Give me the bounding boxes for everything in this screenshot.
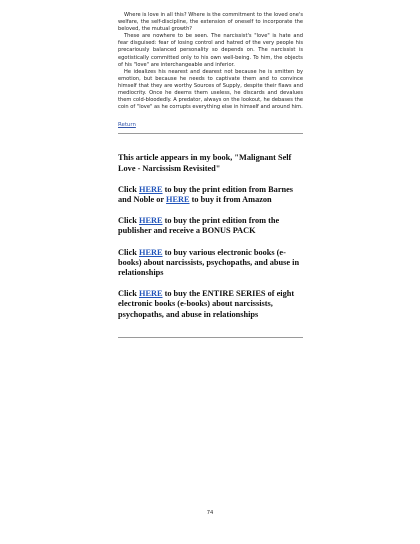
- publisher-promo: Click HERE to buy the print edition from the publisher and receive a BONUS PACK: [118, 216, 280, 236]
- page-number: 74: [206, 510, 214, 516]
- publisher-link[interactable]: HERE: [138, 216, 163, 226]
- series-link[interactable]: HERE: [138, 289, 163, 299]
- divider-bottom: [118, 337, 303, 338]
- paragraph-1: Where is love in all this? Where is the commitment to the loved one's welfare, the self-discipline, the extension of oneself to incorporate the beloved, the mutual growth?: [118, 12, 303, 33]
- ebooks-promo: Click HERE to buy various electronic books (e-books) about narcissists, psychopaths, and abuse in relationships: [118, 247, 300, 277]
- paragraph-2: These are nowhere to be seen. The narcissist's "love" is hate and fear disguised: fear of losing control and hatred of the very people his precariously balanced personality so depends on. The narcissist is egotistically committed only to his own well-being. To him, the objects of his "love" are interchangeable and inferior.: [118, 33, 303, 68]
- paragraph-3: He idealizes his nearest and dearest not because he is smitten by emotion, but because he needs to captivate them and to convince himself that they are worthy Sources of Supply, despite their flaws and mediocrity. Once he deems them useless, he discards and devalues them cold-bloodedly. A predator, always on the lookout, he debases the coin of "love" as he corrupts everything else in himself and around him.: [118, 68, 303, 111]
- ebooks-link[interactable]: HERE: [138, 247, 163, 257]
- page-content: [118, 12, 303, 338]
- amazon-link[interactable]: HERE: [166, 194, 190, 204]
- book-promo: This article appears in my book, "Malignant Self Love - Narcissism Revisited": [118, 153, 292, 173]
- barnes-noble-link[interactable]: HERE: [138, 184, 163, 194]
- print-edition-promo: Click HERE to buy the print edition from Barnes and Noble or HERE to buy it from Amazon: [118, 184, 294, 204]
- series-promo: Click HERE to buy the ENTIRE SERIES of eight electronic books (e-books) about narcissists, psychopaths, and abuse in relationships: [118, 289, 295, 319]
- return-link[interactable]: Return: [118, 122, 136, 129]
